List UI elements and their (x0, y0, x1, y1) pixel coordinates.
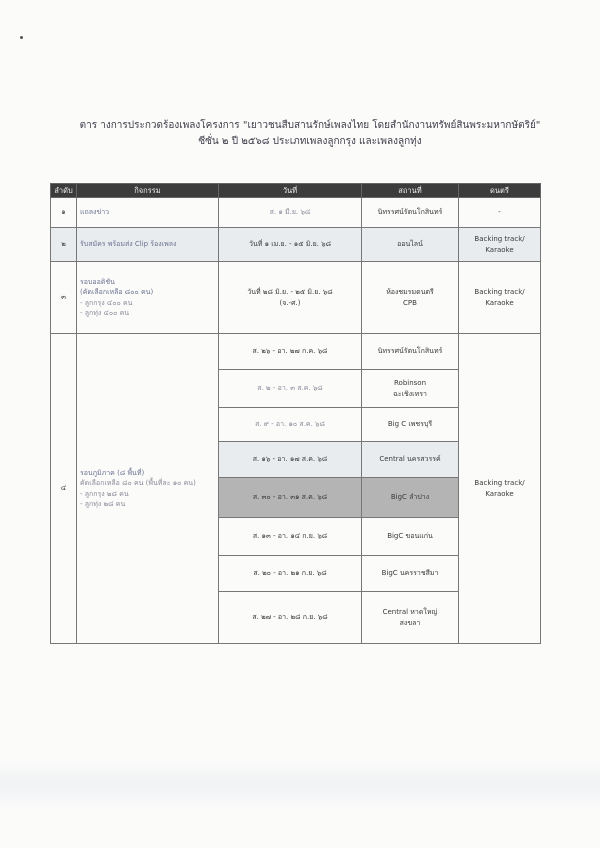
activity-line: - ลูกทุ่ง ๔๐๐ คน (80, 308, 130, 317)
activity-line: - ลูกกรุง ๔๐๐ คน (80, 298, 133, 307)
row-no: ๔ (51, 334, 77, 644)
sub-date: ส. ๒๗ - อา. ๒๘ ก.ย. ๖๘ (219, 592, 362, 644)
row-date: ส. ๑ มี.ย. ๖๘ (219, 198, 362, 228)
place-line: BigC นครราชสีมา (381, 569, 439, 578)
sub-place (362, 334, 459, 370)
table-row (51, 228, 541, 262)
sub-place (362, 592, 459, 644)
place-line: CPB (403, 298, 417, 307)
row-no: ๑ (51, 198, 77, 228)
sub-place (362, 556, 459, 592)
place-line: นิทรรศน์รัตนโกสินทร์ (377, 347, 443, 356)
place-line: Big C เพชรบุรี (387, 420, 433, 429)
row-no: ๒ (51, 228, 77, 262)
sub-place (362, 408, 459, 442)
date-line: วันที่ ๒๘ มิ.ย. - ๒๕ มิ.ย. ๖๘ (247, 288, 333, 297)
sub-place (362, 442, 459, 478)
schedule-table (50, 183, 541, 644)
activity-line: รอบภูมิภาค (๘ พื้นที่) (80, 469, 145, 478)
table-header-row (51, 184, 541, 198)
row-activity (77, 334, 219, 644)
document-subtitle: ซีซั่น ๒ ปี ๒๕๖๘ ประเภทเพลงลูกกรุง และเพลงลูกทุ่ง (198, 136, 422, 147)
place-line: ห้องชมรมดนตรี (386, 288, 434, 297)
place-line: สงขลา (399, 618, 421, 627)
row-date (219, 262, 362, 334)
document-title: ตาร างการประกวดร้องเพลงโครงการ "เยาวชนสืบสานรักษ์เพลงไทย โดยสำนักงานทรัพย์สินพระมหากษัตริย์" (79, 120, 541, 131)
row-music: Backing track/ Karaoke (459, 262, 541, 334)
corner-dot (20, 36, 23, 39)
place-line: BigC ขอนแก่น (387, 532, 433, 541)
place-line: BigC ลำปาง (390, 493, 430, 502)
row-activity (77, 262, 219, 334)
row-activity: แถลงข่าว (77, 198, 219, 228)
sub-date: ส. ๙ - อา. ๑๐ ส.ค. ๖๘ (219, 408, 362, 442)
place-line: Central หาดใหญ่ (382, 608, 438, 617)
row-music: - (459, 198, 541, 228)
row-activity: รับสมัคร พร้อมส่ง Clip ร้องเพลง (77, 228, 219, 262)
sub-date: ส. ๓๐ - อา. ๓๑ ส.ค. ๖๘ (219, 478, 362, 518)
row-date: วันที่ ๑ เม.ย. - ๑๕ มิ.ย. ๖๘ (219, 228, 362, 262)
scan-smudge (0, 760, 600, 810)
place-line: ฉะเชิงเทรา (393, 389, 427, 398)
header-activity: กิจกรรม (77, 184, 219, 198)
table-row (51, 198, 541, 228)
place-line: Central นครสวรรค์ (379, 455, 441, 464)
sub-date: ส. ๒ - อา. ๓ ส.ค. ๖๘ (219, 370, 362, 408)
header-place: สถานที่ (362, 184, 459, 198)
sub-place (362, 478, 459, 518)
header-no: ลำดับ (51, 184, 77, 198)
sub-place (362, 518, 459, 556)
row-music: Backing track/ Karaoke (459, 228, 541, 262)
activity-line: - ลูกกรุง ๒๘ คน (80, 489, 129, 498)
date-line: (จ.-ศ.) (279, 298, 301, 307)
row-place: ออนไลน์ (362, 228, 459, 262)
sub-date: ส. ๑๓ - อา. ๑๔ ก.ย. ๖๘ (219, 518, 362, 556)
activity-line: รอบออดิชัน (80, 278, 115, 287)
activity-line: (คัดเลือกเหลือ ๘๐๐ คน) (80, 288, 154, 297)
table-row (51, 334, 541, 370)
row-no: ๓ (51, 262, 77, 334)
table-row (51, 262, 541, 334)
header-music: ดนตรี (459, 184, 541, 198)
row-place (362, 262, 459, 334)
header-date: วันที่ (219, 184, 362, 198)
activity-line: - ลูกทุ่ง ๒๘ คน (80, 499, 126, 508)
sub-date: ส. ๒๐ - อา. ๒๑ ก.ย. ๖๘ (219, 556, 362, 592)
sub-place (362, 370, 459, 408)
activity-line: คัดเลือกเหลือ ๘๐ คน (พื้นที่ละ ๑๐ คน) (80, 479, 196, 488)
place-line: Robinson (393, 379, 427, 388)
row-music: Backing track/ Karaoke (459, 334, 541, 644)
sub-date: ส. ๑๖ - อา. ๑๗ ส.ค. ๖๘ (219, 442, 362, 478)
row-place: นิทรรศน์รัตนโกสินทร์ (362, 198, 459, 228)
sub-date: ส. ๒๖ - อา. ๒๗ ก.ค. ๖๘ (219, 334, 362, 370)
